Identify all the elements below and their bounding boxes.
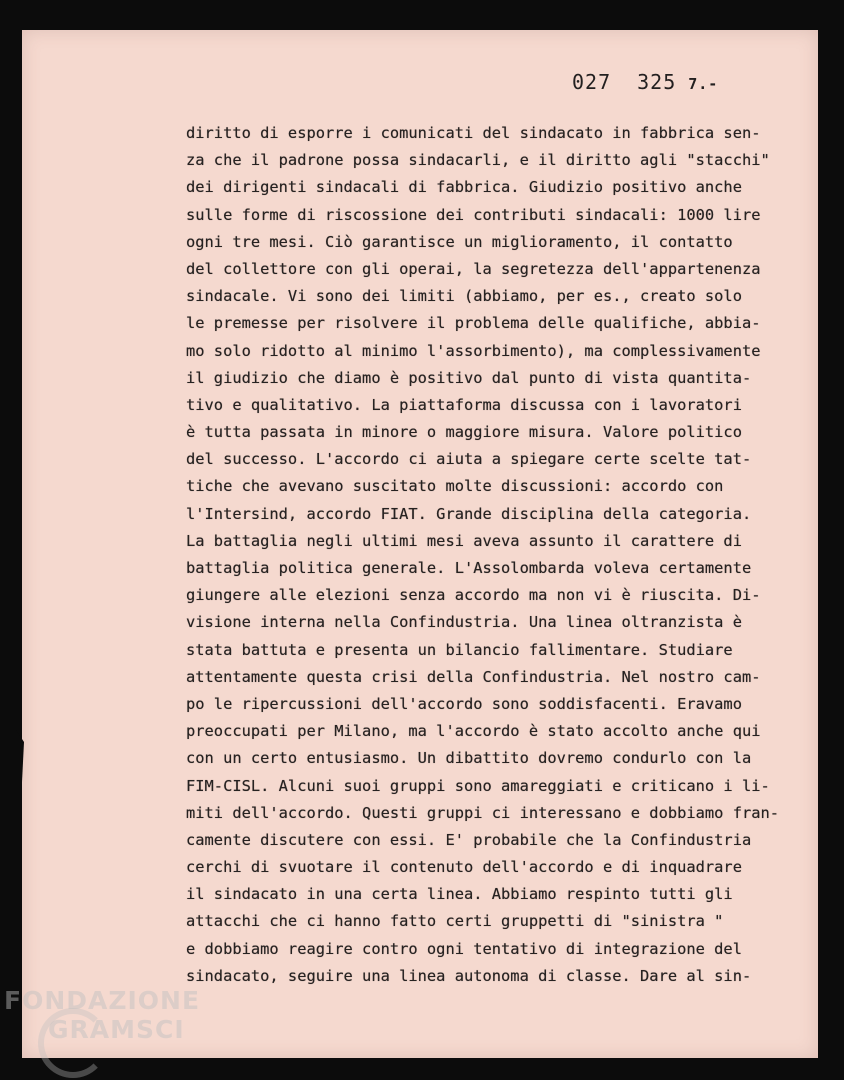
archive-number-second: 325 <box>637 70 677 94</box>
text-line: visione interna nella Confindustria. Una linea oltranzista è <box>186 613 742 632</box>
text-line: giungere alle elezioni senza accordo ma non vi è riuscita. Di- <box>186 586 761 605</box>
text-line: attentamente questa crisi della Confindustria. Nel nostro cam- <box>186 667 761 686</box>
archive-number-first: 027 <box>572 70 612 94</box>
watermark-logo-ring <box>38 1008 108 1078</box>
page-number: 7.- <box>688 75 719 93</box>
fondazione-gramsci-watermark <box>4 988 200 1042</box>
text-line: za che il padrone possa sindacarli, e il diritto agli "stacchi" <box>186 151 770 170</box>
text-line: po le ripercussioni dell'accordo sono soddisfacenti. Eravamo <box>186 694 742 713</box>
text-line: La battaglia negli ultimi mesi aveva assunto il carattere di <box>186 531 742 550</box>
text-line: dei dirigenti sindacali di fabbrica. Giudizio positivo anche <box>186 178 742 197</box>
body-text <box>186 120 818 990</box>
watermark-line-1: FONDAZIONE <box>4 986 201 1015</box>
text-line: cerchi di svuotare il contenuto dell'accordo e di inquadrare <box>186 858 742 877</box>
text-line: tiche che avevano suscitato molte discussioni: accordo con <box>186 477 724 496</box>
text-line: sulle forme di riscossione dei contributi sindacali: 1000 lire <box>186 205 761 224</box>
archive-page-number <box>572 70 718 94</box>
text-line: è tutta passata in minore o maggiore misura. Valore politico <box>186 423 742 442</box>
text-line: stata battuta e presenta un bilancio fallimentare. Studiare <box>186 640 733 659</box>
text-line: e dobbiamo reagire contro ogni tentativo di integrazione del <box>186 939 742 958</box>
text-line: battaglia politica generale. L'Assolombarda voleva certamente <box>186 559 752 577</box>
text-line: preoccupati per Milano, ma l'accordo è stato accolto anche qui <box>186 722 761 741</box>
text-line: del successo. L'accordo ci aiuta a spiegare certe scelte tat- <box>186 450 752 469</box>
text-line: camente discutere con essi. E' probabile che la Confindustria <box>186 830 752 849</box>
text-line: sindacale. Vi sono dei limiti (abbiamo, per es., creato solo <box>186 287 742 306</box>
text-line: le premesse per risolvere il problema delle qualifiche, abbia- <box>186 314 761 333</box>
text-line: il sindacato in una certa linea. Abbiamo respinto tutti gli <box>186 885 733 904</box>
text-line: il giudizio che diamo è positivo dal punto di vista quantita- <box>186 368 752 387</box>
watermark-line-2: GRAMSCI <box>48 1015 185 1044</box>
text-line: con un certo entusiasmo. Un dibattito dovremo condurlo con la <box>186 749 752 768</box>
text-line: l'Intersind, accordo FIAT. Grande disciplina della categoria. <box>186 504 752 523</box>
text-line: miti dell'accordo. Questi gruppi ci interessano e dobbiamo fran- <box>186 803 780 822</box>
text-line: attacchi che ci hanno fatto certi gruppetti di "sinistra " <box>186 912 724 931</box>
text-line: sindacato, seguire una linea autonoma di classe. Dare al sin- <box>186 966 752 985</box>
text-line: mo solo ridotto al minimo l'assorbimento), ma complessivamente <box>186 341 761 360</box>
text-line: tivo e qualitativo. La piattaforma discussa con i lavoratori <box>186 395 742 414</box>
text-line: del collettore con gli operai, la segretezza dell'appartenenza <box>186 259 761 278</box>
text-line: diritto di esporre i comunicati del sindacato in fabbrica sen- <box>186 124 761 142</box>
text-line: ogni tre mesi. Ciò garantisce un miglioramento, il contatto <box>186 232 733 251</box>
text-line: FIM-CISL. Alcuni suoi gruppi sono amareggiati e criticano i li- <box>186 776 770 795</box>
